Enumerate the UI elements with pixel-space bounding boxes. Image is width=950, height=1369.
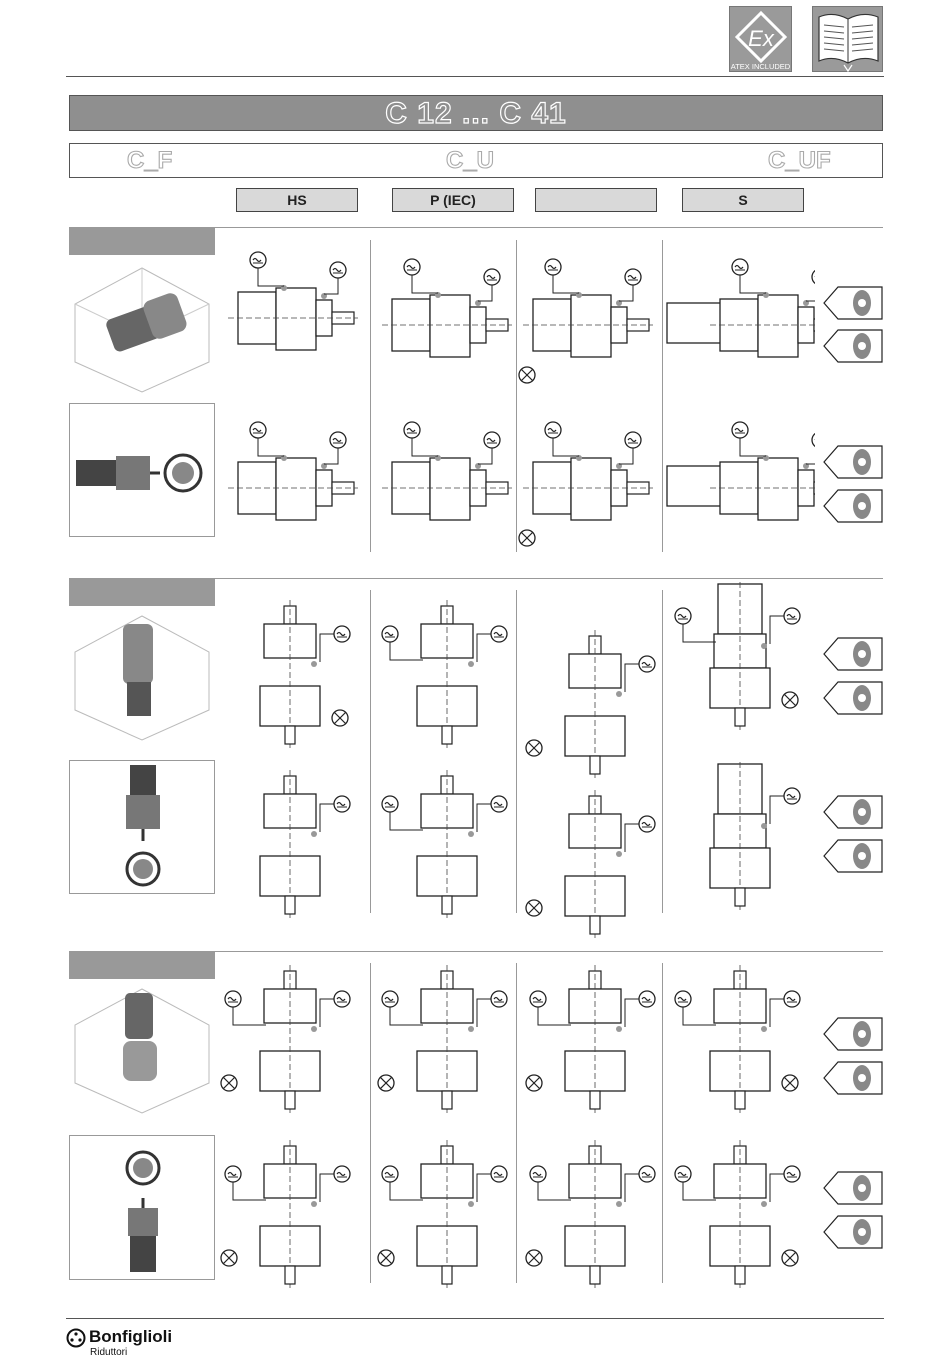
section-bar-1: [69, 227, 215, 255]
oil-level-icon: [382, 626, 398, 642]
horizontal-gearbox-drawing: [665, 255, 815, 385]
section-bar-2: [69, 578, 215, 606]
no-plug-icon: [519, 367, 535, 383]
breather-plug-icon: [491, 1166, 507, 1182]
breather-plug-icon: [491, 991, 507, 1007]
breather-plug-icon: [784, 788, 800, 804]
no-plug-icon: [526, 1075, 542, 1091]
footprint-icon: [822, 1214, 884, 1250]
footprint-icon: [822, 444, 884, 480]
vertical-gearbox-drawing: [215, 965, 365, 1115]
oil-level-icon: [530, 1166, 546, 1182]
footprint-icon: [822, 636, 884, 672]
footprint-icon: [822, 488, 884, 524]
no-plug-icon: [378, 1075, 394, 1091]
breather-plug-icon: [334, 1166, 350, 1182]
no-plug-icon: [526, 900, 542, 916]
no-plug-icon: [519, 530, 535, 546]
breather-plug-icon: [639, 1166, 655, 1182]
codes-bar: [69, 143, 883, 178]
oil-level-icon: [732, 422, 748, 438]
horizontal-gearbox-drawing: [372, 418, 522, 548]
vertical-gearbox-drawing: [520, 965, 670, 1115]
side-view-1: [69, 403, 215, 537]
oil-level-icon: [675, 991, 691, 1007]
footprint-icon: [822, 1016, 884, 1052]
horizontal-gearbox-drawing: [218, 248, 368, 378]
vertical-gearbox-drawing: [665, 762, 815, 912]
no-plug-icon: [378, 1250, 394, 1266]
no-plug-icon: [332, 710, 348, 726]
oil-level-icon: [545, 422, 561, 438]
brand-name: Bonfiglioli: [89, 1327, 173, 1346]
brand-sub: Riduttori: [90, 1347, 128, 1358]
breather-plug-icon: [334, 991, 350, 1007]
svg-text:Ex: Ex: [748, 26, 774, 51]
atex-badge: [729, 6, 792, 72]
column-s: S: [682, 188, 804, 212]
breather-plug-icon: [484, 269, 500, 285]
footprint-icon: [822, 794, 884, 830]
oil-level-icon: [225, 1166, 241, 1182]
vertical-gearbox-drawing: [665, 582, 815, 732]
code-cu: C_U: [446, 147, 495, 174]
footprint-icon: [822, 285, 884, 321]
column-p-iec: P (IEC): [392, 188, 514, 212]
breather-plug-icon: [625, 269, 641, 285]
breather-plug-icon: [784, 991, 800, 1007]
breather-plug-icon: [812, 269, 815, 285]
no-plug-icon: [221, 1250, 237, 1266]
footprint-icon: [822, 838, 884, 874]
page-title: C 12 ... C 41: [385, 97, 567, 130]
breather-plug-icon: [639, 816, 655, 832]
divider: [370, 240, 371, 552]
breather-plug-icon: [639, 991, 655, 1007]
oil-level-icon: [675, 608, 691, 624]
vertical-gearbox-drawing: [372, 770, 522, 920]
horizontal-gearbox-drawing: [372, 255, 522, 385]
title-bar: [69, 95, 883, 131]
no-plug-icon: [526, 1250, 542, 1266]
oil-level-icon: [732, 259, 748, 275]
oil-level-icon: [675, 1166, 691, 1182]
oil-level-icon: [404, 422, 420, 438]
side-view-3: [69, 1135, 215, 1280]
section-line-3: [215, 951, 883, 952]
vertical-gearbox-drawing: [520, 1140, 670, 1290]
manual-book-icon: [813, 7, 884, 73]
oil-level-icon: [382, 991, 398, 1007]
iso-view-1: [69, 262, 215, 396]
oil-level-icon: [382, 1166, 398, 1182]
oil-level-icon: [382, 796, 398, 812]
breather-plug-icon: [784, 1166, 800, 1182]
iso-view-3: [69, 983, 215, 1117]
oil-level-icon: [545, 259, 561, 275]
footprint-icon: [822, 680, 884, 716]
breather-plug-icon: [639, 656, 655, 672]
no-plug-icon: [782, 1075, 798, 1091]
horizontal-gearbox-drawing: [513, 418, 663, 548]
horizontal-gearbox-drawing: [665, 418, 815, 548]
vertical-gearbox-drawing: [665, 965, 815, 1115]
breather-plug-icon: [330, 432, 346, 448]
section-line-2: [215, 578, 883, 579]
no-plug-icon: [782, 1250, 798, 1266]
breather-plug-icon: [491, 626, 507, 642]
footprint-icon: [822, 1170, 884, 1206]
section-bar-3: [69, 951, 215, 979]
manual-badge: [812, 6, 883, 72]
code-cf: C_F: [127, 147, 173, 174]
no-plug-icon: [526, 740, 542, 756]
vertical-gearbox-drawing: [372, 1140, 522, 1290]
breather-plug-icon: [625, 432, 641, 448]
breather-plug-icon: [491, 796, 507, 812]
oil-level-icon: [404, 259, 420, 275]
code-cuf: C_UF: [768, 147, 831, 174]
footprint-icon: [822, 1060, 884, 1096]
footer-rule: [66, 1318, 884, 1319]
side-view-2: [69, 760, 215, 894]
section-line-1: [215, 227, 883, 228]
oil-level-icon: [225, 991, 241, 1007]
vertical-gearbox-drawing: [372, 965, 522, 1115]
breather-plug-icon: [784, 608, 800, 624]
vertical-gearbox-drawing: [215, 770, 365, 920]
vertical-gearbox-drawing: [520, 790, 670, 940]
header-rule: [66, 76, 884, 77]
vertical-gearbox-drawing: [372, 600, 522, 750]
column-hs: HS: [236, 188, 358, 212]
divider: [370, 590, 371, 913]
breather-plug-icon: [812, 432, 815, 448]
column-blank: [535, 188, 657, 212]
vertical-gearbox-drawing: [520, 630, 670, 780]
divider: [370, 963, 371, 1283]
bonfiglioli-logo-icon: [66, 1328, 86, 1348]
no-plug-icon: [221, 1075, 237, 1091]
atex-label: ATEX INCLUDED: [730, 62, 791, 71]
footprint-icon: [822, 328, 884, 364]
vertical-gearbox-drawing: [215, 600, 365, 750]
oil-level-icon: [250, 422, 266, 438]
horizontal-gearbox-drawing: [218, 418, 368, 548]
breather-plug-icon: [334, 796, 350, 812]
oil-level-icon: [530, 991, 546, 1007]
vertical-gearbox-drawing: [215, 1140, 365, 1290]
no-plug-icon: [782, 692, 798, 708]
vertical-gearbox-drawing: [665, 1140, 815, 1290]
iso-view-2: [69, 610, 215, 744]
oil-level-icon: [250, 252, 266, 268]
horizontal-gearbox-drawing: [513, 255, 663, 385]
breather-plug-icon: [484, 432, 500, 448]
breather-plug-icon: [334, 626, 350, 642]
breather-plug-icon: [330, 262, 346, 278]
